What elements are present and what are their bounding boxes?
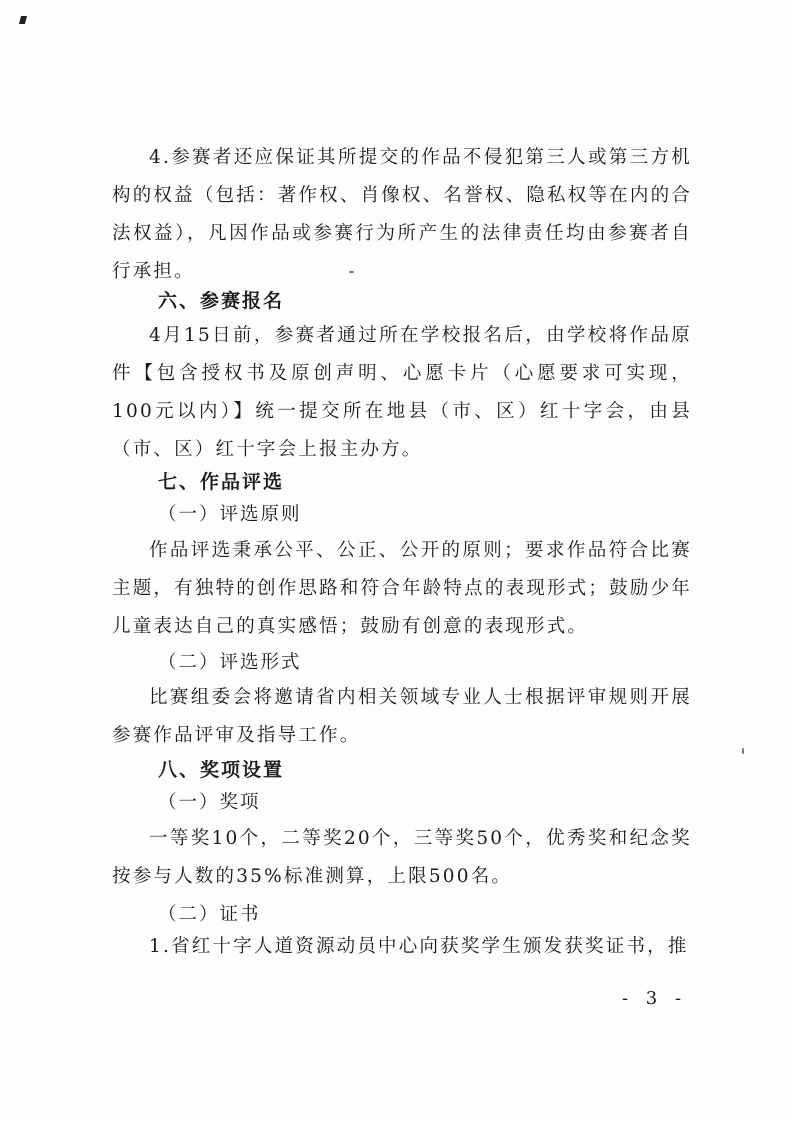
page-number: - 3 - (622, 988, 688, 1009)
section-7-title: 七、作品评选 (158, 471, 285, 493)
section-7-sub1-body (112, 532, 692, 646)
section-7-sub1-body-text: 作品评选秉承公平、公正、公开的原则；要求作品符合比赛主题，有独特的创作思路和符合年龄特点的表现形式；鼓励少年儿童表达自己的真实感悟；鼓励有创意的表现形式。 (112, 540, 692, 637)
section-8-sub2-title: （二）证书 (158, 904, 261, 925)
section-6-title: 六、参赛报名 (158, 290, 285, 312)
scan-speck (742, 748, 744, 754)
section-8-sub1-title: （一）奖项 (158, 792, 261, 813)
section-8-sub1-body (112, 820, 692, 896)
section-7-sub2-body-text: 比赛组委会将邀请省内相关领域专业人士根据评审规则开展参赛作品评审及指导工作。 (112, 687, 692, 746)
section-7-sub1-title: （一）评选原则 (158, 504, 302, 525)
section-8-title: 八、奖项设置 (158, 759, 285, 781)
paragraph-4-text: 4.参赛者还应保证其所提交的作品不侵犯第三人或第三方机构的权益（包括：著作权、肖像权、名誉权、隐私权等在内的合法权益），凡因作品或参赛行为所产生的法律责任均由参赛者自行承担。 (112, 147, 692, 282)
section-7-sub2-body (112, 679, 692, 755)
paragraph-4 (112, 139, 692, 291)
section-8-sub2-line1: 1.省红十字人道资源动员中心向获奖学生颁发获奖证书，推 (149, 936, 689, 957)
section-6-body (112, 317, 692, 469)
section-8-sub1-body-text: 一等奖10个，二等奖20个，三等奖50个，优秀奖和纪念奖按参与人数的35%标准测算，上限500名。 (112, 828, 692, 887)
section-6-body-text: 4月15日前，参赛者通过所在学校报名后，由学校将作品原件【包含授权书及原创声明、心愿卡片（心愿要求可实现，100元以内）】统一提交所在地县（市、区）红十字会，由县（市、区）红十字会上报主办方。 (112, 325, 692, 460)
scan-corner-mark (19, 16, 27, 24)
section-7-sub2-title: （二）评选形式 (158, 652, 302, 673)
